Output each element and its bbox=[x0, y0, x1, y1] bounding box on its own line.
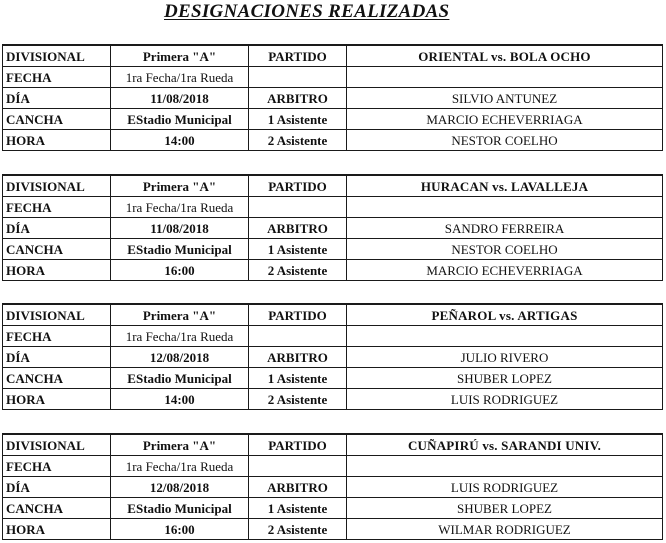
asistente1-label: 1 Asistente bbox=[249, 368, 347, 389]
table-row bbox=[3, 477, 663, 498]
arbitro-label: ARBITRO bbox=[249, 477, 347, 498]
cancha-value: EStadio Municipal bbox=[111, 498, 249, 519]
partido-label: PARTIDO bbox=[249, 434, 347, 456]
table-row bbox=[3, 88, 663, 109]
empty-cell bbox=[347, 67, 663, 88]
divisional-label: DIVISIONAL bbox=[3, 45, 111, 67]
asistente1-label: 1 Asistente bbox=[249, 239, 347, 260]
table-row bbox=[3, 260, 663, 281]
fecha-label: FECHA bbox=[3, 67, 111, 88]
table-row bbox=[3, 175, 663, 197]
empty-cell bbox=[249, 67, 347, 88]
dia-label: DÍA bbox=[3, 477, 111, 498]
hora-value: 16:00 bbox=[111, 260, 249, 281]
fecha-label: FECHA bbox=[3, 326, 111, 347]
asistente2-label: 2 Asistente bbox=[249, 389, 347, 410]
arbitro-name: JULIO RIVERO bbox=[347, 347, 663, 368]
table-row bbox=[3, 109, 663, 130]
match-block-3 bbox=[2, 303, 663, 410]
hora-label: HORA bbox=[3, 389, 111, 410]
asistente2-name: MARCIO ECHEVERRIAGA bbox=[347, 260, 663, 281]
table-row bbox=[3, 434, 663, 456]
dia-value: 11/08/2018 bbox=[111, 88, 249, 109]
table-row bbox=[3, 218, 663, 239]
table-row bbox=[3, 67, 663, 88]
divisional-label: DIVISIONAL bbox=[3, 434, 111, 456]
hora-label: HORA bbox=[3, 519, 111, 540]
match-block-4 bbox=[2, 433, 663, 540]
arbitro-name: LUIS RODRIGUEZ bbox=[347, 477, 663, 498]
cancha-value: EStadio Municipal bbox=[111, 239, 249, 260]
empty-cell bbox=[249, 456, 347, 477]
partido-label: PARTIDO bbox=[249, 304, 347, 326]
asistente1-label: 1 Asistente bbox=[249, 498, 347, 519]
table-row bbox=[3, 239, 663, 260]
match-block-1 bbox=[2, 44, 663, 151]
table-row bbox=[3, 45, 663, 67]
divisional-value: Primera "A" bbox=[111, 304, 249, 326]
fecha-value: 1ra Fecha/1ra Rueda bbox=[111, 67, 249, 88]
arbitro-name: SILVIO ANTUNEZ bbox=[347, 88, 663, 109]
cancha-label: CANCHA bbox=[3, 239, 111, 260]
empty-cell bbox=[347, 326, 663, 347]
empty-cell bbox=[249, 326, 347, 347]
page-title: DESIGNACIONES REALIZADAS bbox=[164, 1, 450, 22]
divisional-value: Primera "A" bbox=[111, 175, 249, 197]
arbitro-label: ARBITRO bbox=[249, 88, 347, 109]
cancha-label: CANCHA bbox=[3, 109, 111, 130]
fecha-value: 1ra Fecha/1ra Rueda bbox=[111, 326, 249, 347]
fecha-value: 1ra Fecha/1ra Rueda bbox=[111, 197, 249, 218]
divisional-value: Primera "A" bbox=[111, 434, 249, 456]
cancha-label: CANCHA bbox=[3, 368, 111, 389]
table-row bbox=[3, 130, 663, 151]
asistente1-name: SHUBER LOPEZ bbox=[347, 368, 663, 389]
hora-value: 14:00 bbox=[111, 389, 249, 410]
dia-label: DÍA bbox=[3, 347, 111, 368]
asistente1-name: SHUBER LOPEZ bbox=[347, 498, 663, 519]
match-name: ORIENTAL vs. BOLA OCHO bbox=[347, 45, 663, 67]
empty-cell bbox=[347, 456, 663, 477]
hora-label: HORA bbox=[3, 260, 111, 281]
cancha-label: CANCHA bbox=[3, 498, 111, 519]
fecha-label: FECHA bbox=[3, 456, 111, 477]
dia-label: DÍA bbox=[3, 218, 111, 239]
table-row bbox=[3, 326, 663, 347]
asistente2-label: 2 Asistente bbox=[249, 519, 347, 540]
table-row bbox=[3, 389, 663, 410]
match-name: PEÑAROL vs. ARTIGAS bbox=[347, 304, 663, 326]
fecha-value: 1ra Fecha/1ra Rueda bbox=[111, 456, 249, 477]
table-row bbox=[3, 197, 663, 218]
cancha-value: EStadio Municipal bbox=[111, 109, 249, 130]
partido-label: PARTIDO bbox=[249, 175, 347, 197]
hora-value: 16:00 bbox=[111, 519, 249, 540]
divisional-label: DIVISIONAL bbox=[3, 175, 111, 197]
arbitro-label: ARBITRO bbox=[249, 218, 347, 239]
divisional-label: DIVISIONAL bbox=[3, 304, 111, 326]
asistente1-name: NESTOR COELHO bbox=[347, 239, 663, 260]
fecha-label: FECHA bbox=[3, 197, 111, 218]
match-name: CUÑAPIRÚ vs. SARANDI UNIV. bbox=[347, 434, 663, 456]
arbitro-label: ARBITRO bbox=[249, 347, 347, 368]
partido-label: PARTIDO bbox=[249, 45, 347, 67]
dia-label: DÍA bbox=[3, 88, 111, 109]
asistente2-label: 2 Asistente bbox=[249, 260, 347, 281]
dia-value: 12/08/2018 bbox=[111, 347, 249, 368]
table-row bbox=[3, 456, 663, 477]
table-row bbox=[3, 498, 663, 519]
asistente1-label: 1 Asistente bbox=[249, 109, 347, 130]
arbitro-name: SANDRO FERREIRA bbox=[347, 218, 663, 239]
dia-value: 12/08/2018 bbox=[111, 477, 249, 498]
divisional-value: Primera "A" bbox=[111, 45, 249, 67]
dia-value: 11/08/2018 bbox=[111, 218, 249, 239]
asistente2-label: 2 Asistente bbox=[249, 130, 347, 151]
match-block-2 bbox=[2, 174, 663, 281]
hora-value: 14:00 bbox=[111, 130, 249, 151]
asistente2-name: NESTOR COELHO bbox=[347, 130, 663, 151]
empty-cell bbox=[347, 197, 663, 218]
hora-label: HORA bbox=[3, 130, 111, 151]
table-row bbox=[3, 347, 663, 368]
table-row bbox=[3, 519, 663, 540]
table-row bbox=[3, 368, 663, 389]
table-row bbox=[3, 304, 663, 326]
asistente2-name: LUIS RODRIGUEZ bbox=[347, 389, 663, 410]
match-name: HURACAN vs. LAVALLEJA bbox=[347, 175, 663, 197]
asistente1-name: MARCIO ECHEVERRIAGA bbox=[347, 109, 663, 130]
cancha-value: EStadio Municipal bbox=[111, 368, 249, 389]
asistente2-name: WILMAR RODRIGUEZ bbox=[347, 519, 663, 540]
empty-cell bbox=[249, 197, 347, 218]
